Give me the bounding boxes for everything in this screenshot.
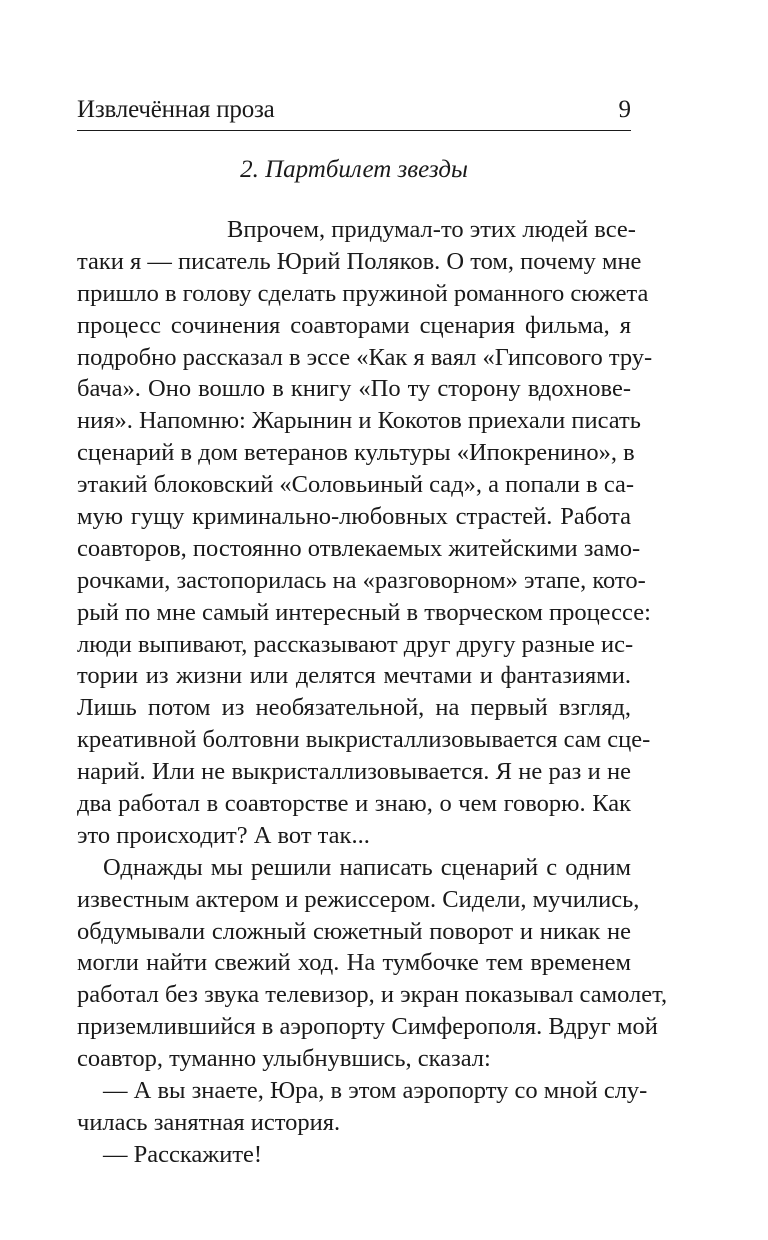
text-line: два работал в соавторстве и знаю, о чем говорю. Как: [77, 790, 631, 818]
text-line: соавтор, туманно улыбнувшись, сказал:: [77, 1045, 491, 1073]
text-line: этакий блоковский «Соловьиный сад», а попали в са-: [77, 471, 635, 499]
text-line: процесс сочинения соавторами сценария фильма, я: [77, 311, 631, 339]
text-line: рый по мне самый интересный в творческом процессе:: [77, 598, 651, 626]
text-line: Впрочем, придумал-то этих людей все-: [227, 216, 636, 243]
page-header: [77, 92, 631, 131]
text-line: сценарий в дом ветеранов культуры «Ипокренино», в: [77, 439, 635, 467]
text-line: могли найти свежий ход. На тумбочке тем временем: [77, 949, 631, 977]
text-line: приземлившийся в аэропорту Симферополя. Вдруг мой: [77, 1013, 658, 1041]
body-text: [77, 214, 668, 1171]
text-line: бача». Оно вошло в книгу «По ту сторону вдохнове-: [77, 375, 631, 403]
text-line: рочками, застопорилась на «разговорном» этапе, кото-: [77, 566, 646, 594]
text-line: работал без звука телевизор, и экран показывал самолет,: [77, 981, 668, 1009]
text-line: подробно рассказал в эссе «Как я ваял «Гипсового тру-: [77, 343, 653, 371]
text-line: — А вы знаете, Юра, в этом аэропорту со мной слу-: [103, 1077, 648, 1105]
text-line: мую гущу криминально-любовных страстей. Работа: [77, 503, 631, 531]
text-line: Однажды мы решили написать сценарий с одним: [103, 853, 631, 881]
text-line: — Расскажите!: [103, 1140, 263, 1168]
text-line: пришло в голову сделать пружиной романного сюжета: [77, 279, 649, 307]
text-line: Лишь потом из необязательной, на первый взгляд,: [77, 694, 631, 722]
text-line: чилась занятная история.: [77, 1108, 341, 1136]
running-title: Извлечённая проза: [77, 96, 275, 123]
text-line: люди выпивают, рассказывают друг другу разные ис-: [77, 630, 634, 658]
text-line: тории из жизни или делятся мечтами и фантазиями.: [77, 662, 631, 690]
text-line: обдумывали сложный сюжетный поворот и никак не: [77, 917, 631, 945]
text-line: таки я — писатель Юрий Поляков. О том, почему мне: [77, 247, 642, 275]
text-line: ния». Напомню: Жарынин и Кокотов приехали писать: [77, 407, 641, 435]
text-line: креативной болтовни выкристаллизовывается сам сце-: [77, 726, 651, 754]
text-line: известным актером и режиссером. Сидели, мучились,: [77, 885, 640, 913]
text-line: соавторов, постоянно отвлекаемых житейскими замо-: [77, 534, 641, 562]
page-number: 9: [618, 96, 631, 123]
text-line: нарий. Или не выкристаллизовывается. Я не раз и не: [77, 758, 631, 786]
chapter-title: 2. Партбилет звезды: [240, 156, 468, 183]
text-line: это происходит? А вот так...: [77, 821, 370, 849]
